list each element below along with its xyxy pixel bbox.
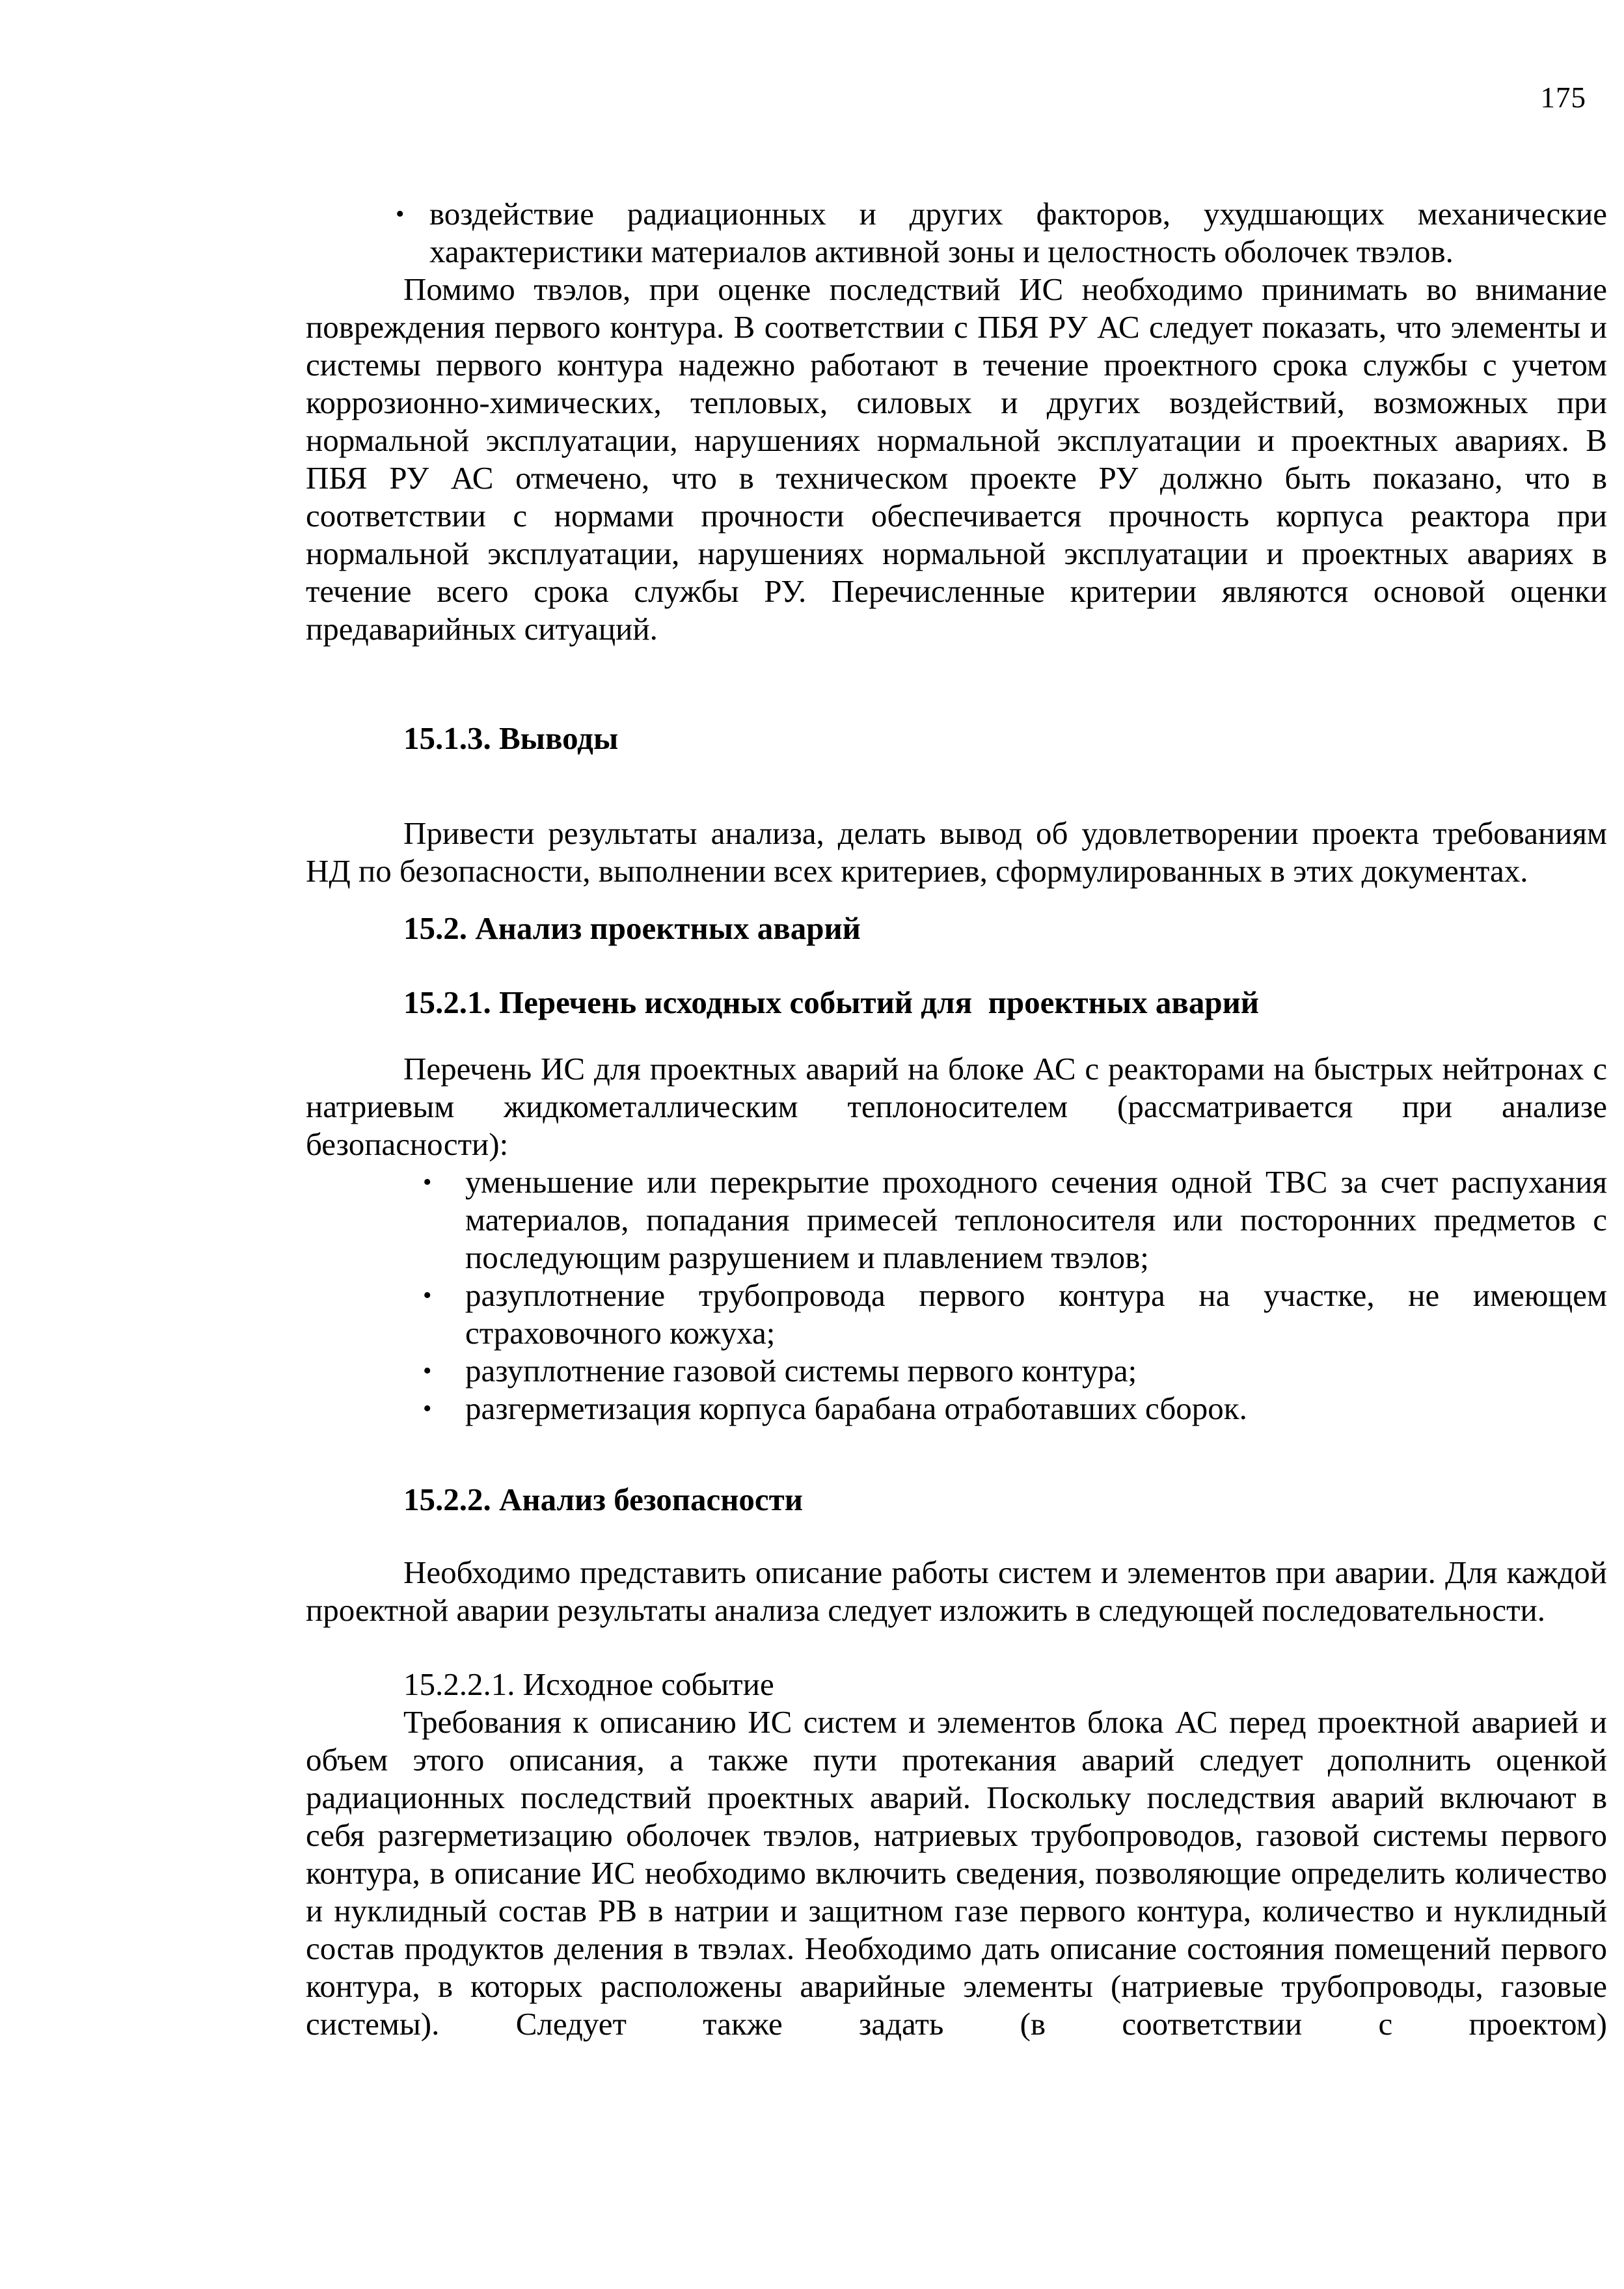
bullet-icon: • <box>423 1282 432 1309</box>
bullet-icon: • <box>423 1169 432 1196</box>
paragraph-safety-analysis: Необходимо представить описание работы систем и элементов при аварии. Для каждой проектной аварии результаты анализа следует изложить в следующей последовательности. <box>306 1554 1607 1628</box>
paragraph-event-list-intro: Перечень ИС для проектных аварий на блоке АС с реакторами на быстрых нейтронах с натриевым жидкометаллическим теплоносителем (рассматривается при анализе безопасности): <box>306 1051 1607 1162</box>
list-item <box>306 1163 1607 1277</box>
section-heading-conclusions: 15.1.3. Выводы <box>403 720 619 756</box>
list-item <box>306 1352 1607 1390</box>
paragraph-initial-event-requirements: Требования к описанию ИС систем и элементов блока АС перед проектной аварией и объем этого описания, а также пути протекания аварий следует дополнить оценкой радиационных последствий проектных аварий. Поскольку последствия аварий включают в себя разгерметизацию оболочек твэлов, натриевых трубопроводов, газовой системы первого контура, в описание ИС необходимо включить сведения, позволяющие определить количество и нуклидный состав РВ в натрии и защитном газе первого контура, количество и нуклидный состав продуктов деления в твэлах. Необходимо дать описание состояния помещений первого контура, в которых расположены аварийные элементы (натриевые трубопроводы, газовые системы). Следует также задать (в соответствии с проектом) <box>306 1704 1607 2042</box>
list-item-text: разуплотнение газовой системы первого контура; <box>465 1353 1137 1388</box>
subsection-heading-initial-event: 15.2.2.1. Исходное событие <box>403 1666 774 1702</box>
list-item-text: разуплотнение трубопровода первого контура на участке, не имеющем страховочного кожуха; <box>465 1277 1607 1351</box>
paragraph-conclusions: Привести результаты анализа, делать вывод об удовлетворении проекта требованиям НД по безопасности, выполнении всех критериев, сформулированных в этих документах. <box>306 815 1607 889</box>
page-content <box>306 195 1607 2043</box>
list-item <box>306 1277 1607 1352</box>
bullet-icon: • <box>423 1357 432 1385</box>
list-item-text: разгерметизация корпуса барабана отработавших сборок. <box>465 1390 1247 1426</box>
list-item <box>306 1390 1607 1428</box>
continued-list-item <box>306 195 1607 271</box>
bullet-icon: • <box>423 1395 432 1422</box>
initiating-events-list <box>306 1163 1607 1428</box>
section-heading-safety-analysis: 15.2.2. Анализ безопасности <box>403 1482 803 1517</box>
page-number: 175 <box>1540 81 1586 114</box>
bullet-icon: • <box>396 200 405 228</box>
paragraph-fuel-rod-damage: Помимо твэлов, при оценке последствий ИС необходимо принимать во внимание повреждения первого контура. В соответствии с ПБЯ РУ АС следует показать, что элементы и системы первого контура надежно работают в течение проектного срока службы с учетом коррозионно-химических, тепловых, силовых и других воздействий, возможных при нормальной эксплуатации, нарушениях нормальной эксплуатации и проектных авариях. В ПБЯ РУ АС отмечено, что в техническом проекте РУ должно быть показано, что в соответствии с нормами прочности обеспечивается прочность корпуса реактора при нормальной эксплуатации, нарушениях нормальной эксплуатации и проектных авариях в течение всего срока службы РУ. Перечисленные критерии являются основой оценки предаварийных ситуаций. <box>306 271 1607 647</box>
section-heading-design-accidents: 15.2. Анализ проектных аварий <box>403 910 861 946</box>
list-item-text: уменьшение или перекрытие проходного сечения одной ТВС за счет распухания материалов, попадания примесей теплоносителя или посторонних предметов с последующим разрушением и плавлением твэлов; <box>465 1164 1607 1275</box>
continued-list-item-text: воздействие радиационных и других факторов, ухудшающих механические характеристики материалов активной зоны и целостность оболочек твэлов. <box>429 196 1607 269</box>
section-heading-initiating-events-list: 15.2.1. Перечень исходных событий для проектных аварий <box>403 984 1260 1020</box>
